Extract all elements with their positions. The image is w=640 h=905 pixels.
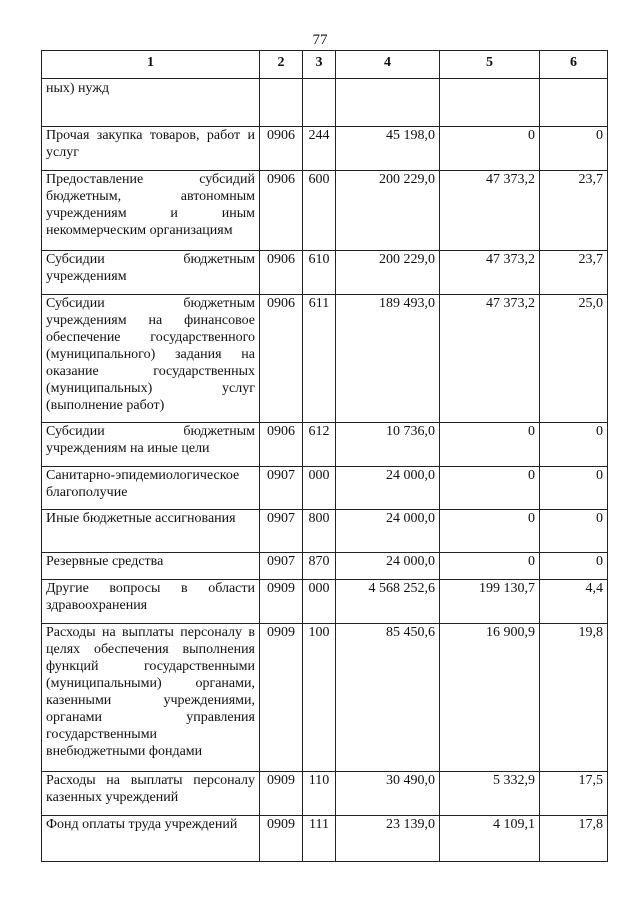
row-percent: 0 — [540, 467, 608, 510]
row-percent: 25,0 — [540, 295, 608, 423]
header-cell: 6 — [540, 51, 608, 79]
row-kind: 244 — [303, 127, 336, 171]
table-row — [42, 624, 608, 772]
header-cell: 4 — [336, 51, 440, 79]
row-name: Субсидии бюджетным учреждениям на финансовое обеспечение государственного (муниципального) задания на оказание государственных (муниципальных) услуг (выполнение работ) — [42, 295, 260, 423]
row-percent: 19,8 — [540, 624, 608, 772]
row-fact: 47 373,2 — [440, 295, 540, 423]
header-cell: 2 — [260, 51, 303, 79]
row-percent: 0 — [540, 510, 608, 553]
row-percent: 23,7 — [540, 171, 608, 251]
table-row — [42, 295, 608, 423]
row-plan: 4 568 252,6 — [336, 580, 440, 624]
row-fact: 199 130,7 — [440, 580, 540, 624]
table-row — [42, 423, 608, 467]
row-fact: 0 — [440, 553, 540, 580]
row-fact: 4 109,1 — [440, 816, 540, 862]
page-number: 77 — [312, 32, 328, 48]
row-plan — [336, 79, 440, 127]
row-section: 0909 — [260, 772, 303, 816]
row-section: 0906 — [260, 251, 303, 295]
table-row — [42, 79, 608, 127]
row-name: Субсидии бюджетным учреждениям — [42, 251, 260, 295]
header-row — [42, 51, 608, 79]
row-fact: 0 — [440, 510, 540, 553]
row-section: 0907 — [260, 510, 303, 553]
row-percent: 0 — [540, 127, 608, 171]
row-name: Иные бюджетные ассигнования — [42, 510, 260, 553]
row-kind: 100 — [303, 624, 336, 772]
row-name: Субсидии бюджетным учреждениям на иные цели — [42, 423, 260, 467]
table-row — [42, 127, 608, 171]
header-cell: 5 — [440, 51, 540, 79]
row-kind: 610 — [303, 251, 336, 295]
row-name: Резервные средства — [42, 553, 260, 580]
row-percent: 23,7 — [540, 251, 608, 295]
row-plan: 10 736,0 — [336, 423, 440, 467]
row-kind: 870 — [303, 553, 336, 580]
row-name: Фонд оплаты труда учреждений — [42, 816, 260, 862]
row-fact: 0 — [440, 127, 540, 171]
row-name: Расходы на выплаты персоналу в целях обеспечения выполнения функций государственными (муниципальными) органами, казенными учреждениями, органами управления государственными внебюджетными фондами — [42, 624, 260, 772]
row-name: ных) нужд — [42, 79, 260, 127]
table-row — [42, 467, 608, 510]
row-section: 0906 — [260, 127, 303, 171]
row-name: Расходы на выплаты персоналу казенных учреждений — [42, 772, 260, 816]
row-plan: 45 198,0 — [336, 127, 440, 171]
row-plan: 200 229,0 — [336, 171, 440, 251]
row-plan: 24 000,0 — [336, 553, 440, 580]
header-cell: 3 — [303, 51, 336, 79]
row-plan: 24 000,0 — [336, 467, 440, 510]
row-kind: 611 — [303, 295, 336, 423]
table-row — [42, 171, 608, 251]
row-fact: 0 — [440, 423, 540, 467]
row-percent: 17,5 — [540, 772, 608, 816]
row-kind: 612 — [303, 423, 336, 467]
row-kind — [303, 79, 336, 127]
row-kind: 111 — [303, 816, 336, 862]
row-section: 0909 — [260, 816, 303, 862]
row-kind: 600 — [303, 171, 336, 251]
row-section: 0909 — [260, 624, 303, 772]
row-percent — [540, 79, 608, 127]
row-percent: 4,4 — [540, 580, 608, 624]
row-percent: 0 — [540, 553, 608, 580]
row-fact: 47 373,2 — [440, 251, 540, 295]
row-section: 0906 — [260, 295, 303, 423]
row-kind: 110 — [303, 772, 336, 816]
row-plan: 189 493,0 — [336, 295, 440, 423]
table-row — [42, 816, 608, 862]
row-name: Предоставление субсидий бюджетным, автономным учреждениям и иным некоммерческим организациям — [42, 171, 260, 251]
row-kind: 800 — [303, 510, 336, 553]
row-section: 0906 — [260, 423, 303, 467]
table-row — [42, 553, 608, 580]
row-fact: 5 332,9 — [440, 772, 540, 816]
row-kind: 000 — [303, 467, 336, 510]
row-name: Другие вопросы в области здравоохранения — [42, 580, 260, 624]
table-row — [42, 510, 608, 553]
row-plan: 200 229,0 — [336, 251, 440, 295]
row-plan: 85 450,6 — [336, 624, 440, 772]
row-section: 0906 — [260, 171, 303, 251]
row-fact: 16 900,9 — [440, 624, 540, 772]
table-row — [42, 772, 608, 816]
row-name: Санитарно-эпидемиологическое благополучие — [42, 467, 260, 510]
table-row — [42, 251, 608, 295]
row-percent: 17,8 — [540, 816, 608, 862]
row-section: 0907 — [260, 553, 303, 580]
row-fact — [440, 79, 540, 127]
budget-table — [41, 50, 608, 862]
row-plan: 30 490,0 — [336, 772, 440, 816]
row-name: Прочая закупка товаров, работ и услуг — [42, 127, 260, 171]
header-cell: 1 — [42, 51, 260, 79]
table-row — [42, 580, 608, 624]
row-section — [260, 79, 303, 127]
row-fact: 47 373,2 — [440, 171, 540, 251]
row-kind: 000 — [303, 580, 336, 624]
row-percent: 0 — [540, 423, 608, 467]
row-section: 0907 — [260, 467, 303, 510]
row-plan: 23 139,0 — [336, 816, 440, 862]
row-plan: 24 000,0 — [336, 510, 440, 553]
row-fact: 0 — [440, 467, 540, 510]
row-section: 0909 — [260, 580, 303, 624]
